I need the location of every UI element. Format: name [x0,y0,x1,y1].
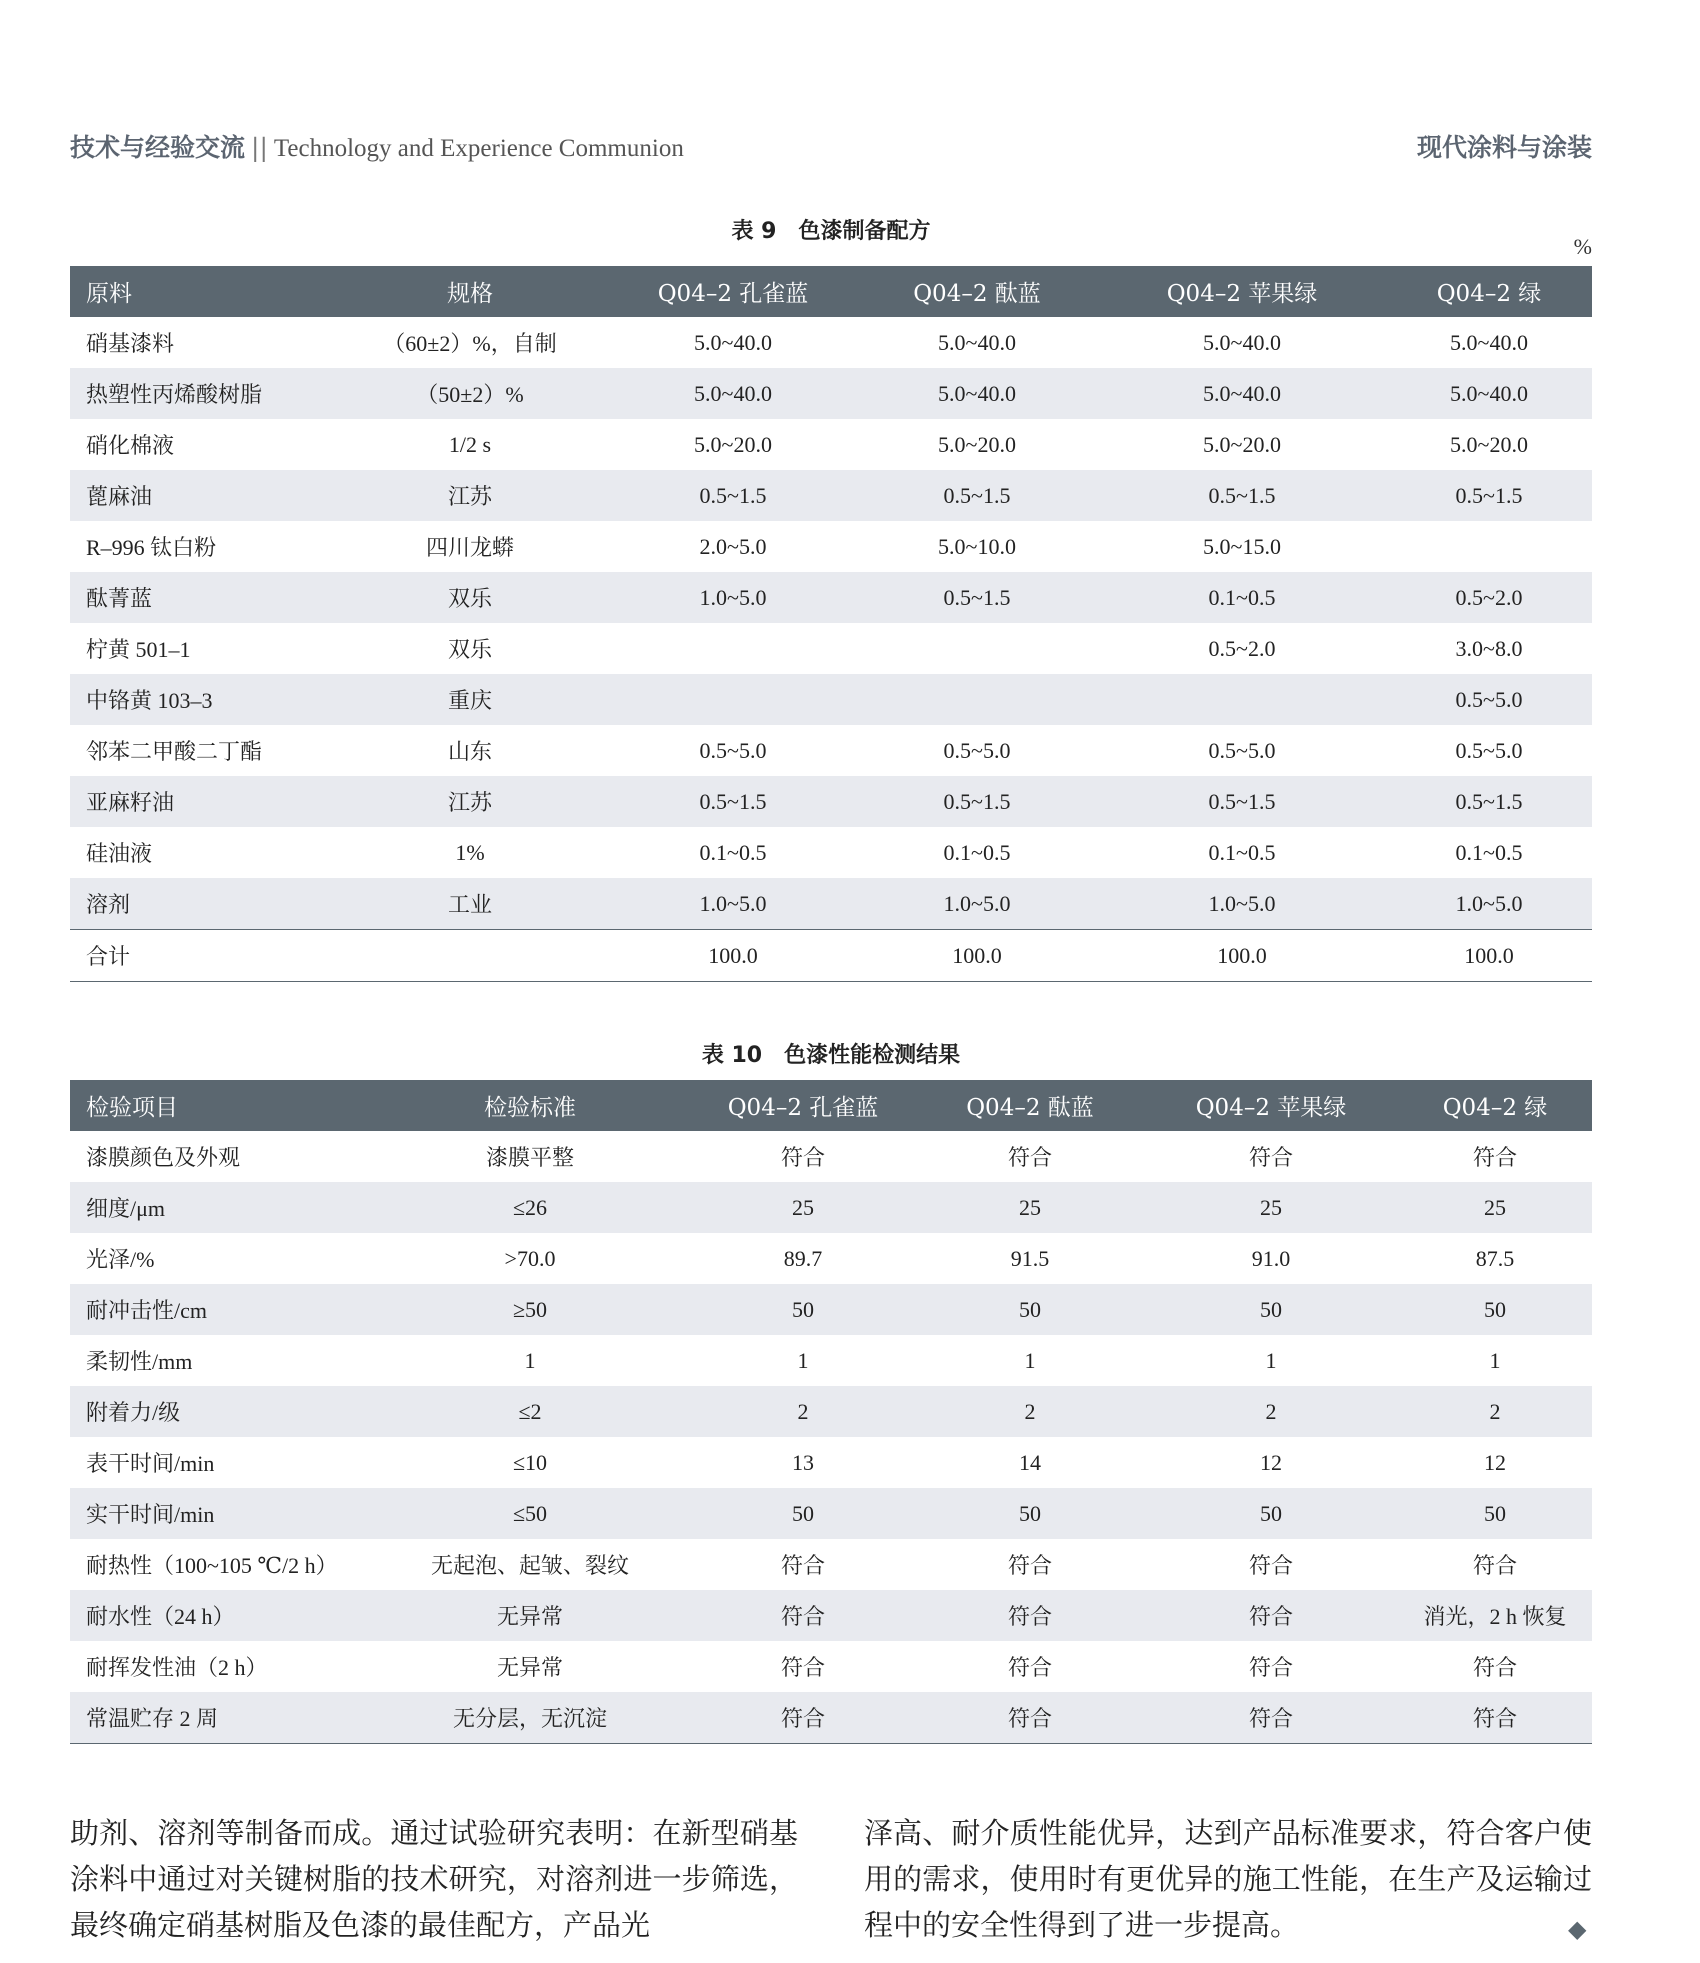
table-cell: 实干时间/min [70,1488,370,1539]
table-cell: 0.1~0.5 [1455,839,1523,865]
table-row [70,776,1592,827]
table-cell: 无异常 [370,1590,690,1641]
table-cell: 1% [455,839,485,865]
table-cell: 2 [916,1386,1144,1437]
table-cell: 50 [690,1284,916,1335]
column-header: 原料 [70,266,330,317]
table-cell: 0.5~1.5 [856,776,1098,827]
column-header: Q04–2 苹果绿 [1098,266,1386,317]
table-cell: 双乐 [330,572,610,623]
table-cell: 5.0~40.0 [694,329,772,355]
table-cell: 1.0~5.0 [1386,878,1592,930]
table-cell: 符合 [1248,1145,1293,1170]
table-cell: 89.7 [783,1245,823,1271]
table-cell: 50 [916,1488,1144,1539]
table-cell: 工业 [330,878,610,930]
table-cell: 附着力/级 [70,1386,370,1437]
table-row [70,317,1592,368]
table-cell: 符合 [1248,1553,1293,1578]
table-cell [1386,521,1592,572]
column-header: 规格 [330,266,610,317]
column-header: Q04–2 孔雀蓝 [690,1080,916,1131]
table-row [70,521,1592,572]
header-left [70,128,684,164]
total-cell: 100.0 [1386,930,1592,982]
journal-name: 现代涂料与涂装 [1416,133,1592,162]
table-cell: 14 [1019,1449,1041,1475]
table-cell: ≤50 [370,1488,690,1539]
table-row [70,1284,1592,1335]
table10 [70,1080,1592,1744]
column-header: 检验标准 [370,1080,690,1131]
table-cell: 1 [1489,1347,1501,1373]
running-header [70,122,1592,170]
table-cell: 消光，2 h 恢复 [1398,1590,1592,1641]
table-cell: 常温贮存 2 周 [70,1692,370,1744]
table-cell: 0.5~5.0 [699,737,767,763]
body-text-column-1: 助剂、溶剂等制备而成。通过试验研究表明：在新型硝基涂料中通过对关键树脂的技术研究，对溶剂进一步筛选，最终确定硝基树脂及色漆的最佳配方，产品光 [70,1816,798,1942]
table-cell: 符合 [1007,1145,1052,1170]
table-cell: 符合 [1472,1145,1517,1170]
table9-caption [70,214,1592,245]
table-cell: 5.0~20.0 [1203,431,1281,457]
table-cell: 无异常 [496,1655,563,1680]
table-cell: 0.5~2.0 [1208,635,1276,661]
table-cell: 山东 [447,739,492,764]
table-cell: 重庆 [330,674,610,725]
table-cell: 2 [1398,1386,1592,1437]
page [70,0,1592,1963]
column-header: 检验项目 [70,1080,370,1131]
table-cell: 亚麻籽油 [70,776,330,827]
table-cell: 邻苯二甲酸二丁酯 [86,739,263,764]
table-cell: 50 [690,1488,916,1539]
table-cell: 0.5~1.5 [1098,776,1386,827]
table-cell: 12 [1484,1449,1506,1475]
table-cell: 0.5~5.0 [1455,737,1523,763]
table-row [70,1590,1592,1641]
table-cell: 符合 [1472,1655,1517,1680]
table-cell: 符合 [690,1692,916,1744]
section-title-en: Technology and Experience Communion [273,135,684,162]
table-cell: 符合 [1472,1553,1517,1578]
total-cell: 100.0 [1098,930,1386,982]
table-cell: 91.0 [1251,1245,1291,1271]
table-cell: 50 [1144,1488,1398,1539]
table-row [70,827,1592,878]
table-cell: 硝基漆料 [86,331,175,356]
table-cell: 5.0~10.0 [938,533,1016,559]
table-cell [1098,674,1386,725]
table-row [70,1437,1592,1488]
table-row [70,674,1592,725]
total-cell: 100.0 [856,930,1098,982]
table-cell: 符合 [780,1553,825,1578]
table-cell: 0.5~1.5 [856,470,1098,521]
table-cell: 符合 [1248,1655,1293,1680]
table-row [70,623,1592,674]
table-cell: 中铬黄 103–3 [70,674,330,725]
table-cell: 细度/μm [70,1182,370,1233]
table-cell: 0.5~1.5 [610,470,856,521]
table-cell: 符合 [916,1590,1144,1641]
table-cell: 25 [1144,1182,1398,1233]
table-cell [856,623,1098,674]
table-cell: 91.5 [1010,1245,1050,1271]
table-cell: 漆膜平整 [485,1145,574,1170]
table10-header-row [70,1080,1592,1131]
table-cell: 柠黄 501–1 [86,637,191,662]
table-row [70,878,1592,930]
table-cell: ≤2 [370,1386,690,1437]
table-cell: 2.0~5.0 [699,533,767,559]
column-header: Q04–2 孔雀蓝 [610,266,856,317]
table-cell: 50 [1144,1284,1398,1335]
table-cell: 13 [792,1449,814,1475]
table-cell: >70.0 [504,1245,556,1271]
total-cell [330,930,610,982]
header-separator: || [251,133,268,162]
section-title: 技术与经验交流 [70,133,246,162]
total-cell: 100.0 [610,930,856,982]
table-cell: 5.0~40.0 [856,368,1098,419]
total-cell: 合计 [70,930,330,982]
table10-caption [70,1038,1592,1069]
table-cell: 符合 [1007,1655,1052,1680]
table-cell: 0.1~0.5 [1208,839,1276,865]
table-cell: 5.0~20.0 [938,431,1016,457]
table9-unit: % [1573,234,1592,259]
table-row [70,419,1592,470]
table-cell: 3.0~8.0 [1455,635,1523,661]
table-cell: 四川龙蟒 [425,535,514,560]
table9 [70,266,1592,982]
table-cell: 耐挥发性油（2 h） [86,1655,268,1680]
table-cell: 1/2 s [448,431,492,457]
table-row [70,1386,1592,1437]
table-row [70,1641,1592,1692]
table-cell: 2 [1144,1386,1398,1437]
table-cell: 25 [1398,1182,1592,1233]
table-cell [610,674,856,725]
table-cell: 0.5~1.5 [1386,776,1592,827]
table-cell: R–996 钛白粉 [86,535,217,560]
table-cell: 符合 [780,1145,825,1170]
table-cell: 5.0~40.0 [1386,368,1592,419]
column-header: Q04–2 酞蓝 [916,1080,1144,1131]
table-cell: 0.1~0.5 [1098,572,1386,623]
table-cell: 50 [1398,1488,1592,1539]
column-header: Q04–2 绿 [1398,1080,1592,1131]
table9-header-row [70,266,1592,317]
table-cell: 25 [916,1182,1144,1233]
table-cell: 符合 [1144,1692,1398,1744]
table-cell: 光泽/% [86,1247,155,1272]
table-row [70,572,1592,623]
table-row [70,1233,1592,1284]
table-cell: 0.5~5.0 [1208,737,1276,763]
body-text-column-2: 泽高、耐介质性能优异，达到产品标准要求，符合客户使用的需求，使用时有更优异的施工性能，在生产及运输过程中的安全性得到了进一步提高。 [864,1816,1592,1942]
table-cell [610,623,856,674]
table-cell: 热塑性丙烯酸树脂 [70,368,330,419]
table-cell: 耐水性（24 h） [70,1590,370,1641]
table-cell: 5.0~20.0 [694,431,772,457]
column-header: Q04–2 酞蓝 [856,266,1098,317]
table-cell: 1 [524,1347,536,1373]
table-cell: 江苏 [330,776,610,827]
table9-caption-number: 表 9 [731,219,777,244]
column-header: Q04–2 绿 [1386,266,1592,317]
table9-caption-title: 色漆制备配方 [798,219,931,244]
table-cell: 12 [1260,1449,1282,1475]
table-cell: 5.0~40.0 [610,368,856,419]
table-cell: 25 [690,1182,916,1233]
table-row [70,1182,1592,1233]
table-cell: 双乐 [447,637,492,662]
table-cell: 无分层，无沉淀 [370,1692,690,1744]
table-cell: 0.5~5.0 [1386,674,1592,725]
table-cell: ≤26 [370,1182,690,1233]
table-cell: 5.0~20.0 [1450,431,1528,457]
table-row [70,1692,1592,1744]
table-cell: 1.0~5.0 [856,878,1098,930]
table10-caption-number: 表 10 [701,1043,763,1068]
table-cell: （50±2）% [330,368,610,419]
table-cell: 符合 [1144,1590,1398,1641]
table-cell: 50 [1398,1284,1592,1335]
table-cell: 5.0~40.0 [1450,329,1528,355]
table-row [70,725,1592,776]
table-cell: 5.0~40.0 [938,329,1016,355]
table10-caption-title: 色漆性能检测结果 [784,1043,961,1068]
table-cell [856,674,1098,725]
table-cell: 87.5 [1475,1245,1515,1271]
table-row [70,1488,1592,1539]
table-cell: 蓖麻油 [70,470,330,521]
table-cell: 溶剂 [70,878,330,930]
table-cell: 5.0~40.0 [1203,329,1281,355]
table-cell: 5.0~40.0 [1098,368,1386,419]
table-cell: 2 [690,1386,916,1437]
table-cell: 表干时间/min [86,1451,215,1476]
table-cell: ≤10 [512,1449,548,1475]
table-cell: 0.5~5.0 [943,737,1011,763]
table-cell: 0.5~1.5 [610,776,856,827]
table-cell: 酞菁蓝 [70,572,330,623]
table-cell: 江苏 [330,470,610,521]
diamond-icon: ◆ [1568,1915,1587,1943]
table-cell: 符合 [916,1692,1144,1744]
table-cell: 1.0~5.0 [1098,878,1386,930]
table-cell: 0.5~1.5 [856,572,1098,623]
table-cell: 0.1~0.5 [699,839,767,865]
table-cell: 无起泡、起皱、裂纹 [430,1553,629,1578]
total-row [70,930,1592,982]
table-cell: 0.1~0.5 [943,839,1011,865]
table-cell: ≥50 [370,1284,690,1335]
table-cell: 5.0~15.0 [1203,533,1281,559]
table-cell: （60±2）%，自制 [383,331,557,356]
table-cell: 1.0~5.0 [610,572,856,623]
table-cell: 1 [1265,1347,1277,1373]
table-cell: 耐热性（100~105 ℃/2 h） [86,1553,338,1578]
column-header: Q04–2 苹果绿 [1144,1080,1398,1131]
table-cell: 符合 [1398,1692,1592,1744]
table-cell: 符合 [780,1655,825,1680]
table-cell: 0.5~1.5 [1098,470,1386,521]
table-row [70,470,1592,521]
table-cell: 漆膜颜色及外观 [86,1145,241,1170]
table-row [70,1539,1592,1590]
table-row [70,368,1592,419]
table-cell: 耐冲击性/cm [70,1284,370,1335]
table-cell: 柔韧性/mm [86,1349,193,1374]
table-row [70,1335,1592,1386]
table-cell: 1 [797,1347,809,1373]
table-cell: 0.5~2.0 [1386,572,1592,623]
table-cell: 符合 [690,1590,916,1641]
table-cell: 硝化棉液 [86,433,175,458]
table-cell: 1.0~5.0 [610,878,856,930]
table-cell: 硅油液 [86,841,153,866]
table-cell: 50 [916,1284,1144,1335]
table-cell: 1 [1024,1347,1036,1373]
table-row [70,1131,1592,1182]
table-cell: 0.5~1.5 [1386,470,1592,521]
table-cell: 符合 [1007,1553,1052,1578]
